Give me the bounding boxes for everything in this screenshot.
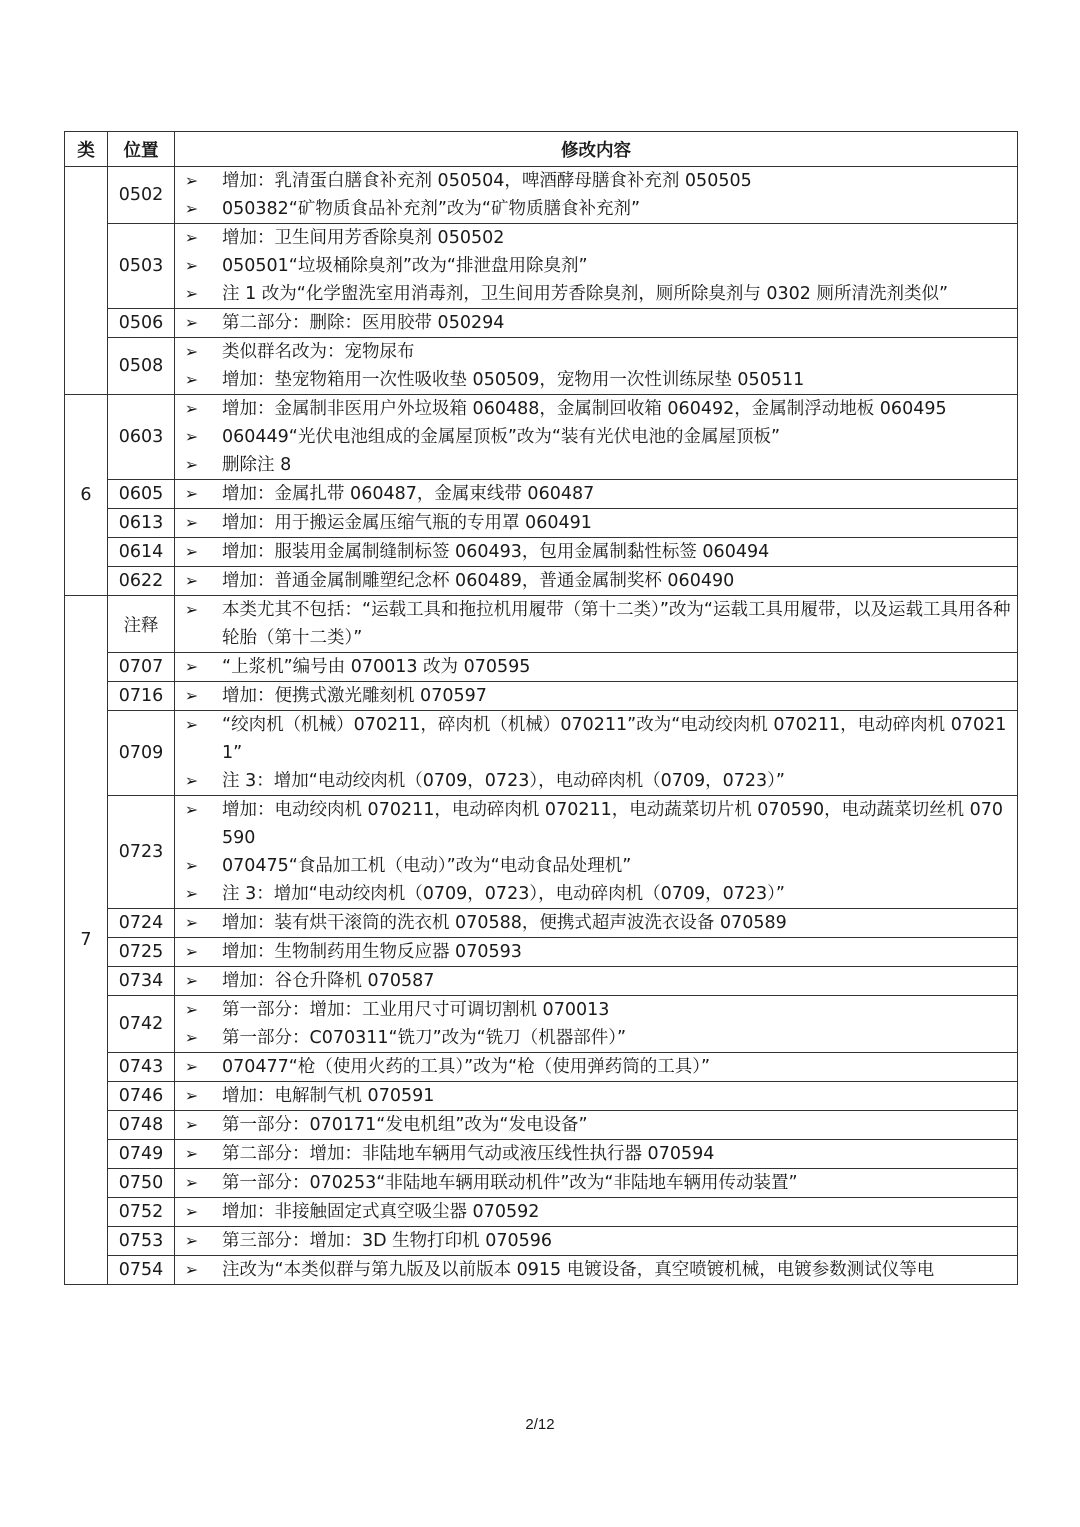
bullet-arrow-icon: ➢ [184, 1086, 199, 1105]
position-cell: 0503 [108, 224, 175, 309]
table-header-row [65, 132, 1018, 167]
header-content: 修改内容 [175, 132, 1018, 167]
position-cell: 0603 [108, 395, 175, 480]
bullet-arrow-icon: ➢ [184, 513, 199, 532]
bullet-arrow-icon: ➢ [184, 715, 199, 734]
content-cell [175, 938, 1018, 967]
content-cell [175, 1198, 1018, 1227]
position-cell: 0724 [108, 909, 175, 938]
content-cell [175, 224, 1018, 309]
item-text: 类似群名改为：宠物尿布 [222, 342, 415, 362]
content-cell [175, 996, 1018, 1053]
content-cell [175, 538, 1018, 567]
content-cell [175, 338, 1018, 395]
item-text: 第一部分：070171“发电机组”改为“发电设备” [222, 1115, 588, 1135]
item-text: 增加：电解制气机 070591 [222, 1086, 435, 1106]
bullet-arrow-icon: ➢ [184, 971, 199, 990]
table-row [65, 1082, 1018, 1111]
item-text: 050501“垃圾桶除臭剂”改为“排泄盘用除臭剂” [222, 256, 588, 276]
bullet-arrow-icon: ➢ [184, 199, 199, 218]
amendment-table [64, 131, 1018, 1285]
bullet-arrow-icon: ➢ [184, 171, 199, 190]
content-cell [175, 1082, 1018, 1111]
item-text: 050382“矿物质食品补充剂”改为“矿物质膳食补充剂” [222, 199, 641, 219]
position-cell: 0502 [108, 167, 175, 224]
item-text: 注 3：增加“电动绞肉机（0709，0723），电动碎肉机（0709，0723）” [222, 884, 785, 904]
bullet-arrow-icon: ➢ [184, 600, 199, 619]
table-row [65, 538, 1018, 567]
list-item [175, 567, 1017, 595]
list-item [175, 509, 1017, 537]
table-row [65, 1256, 1018, 1285]
item-text: “绞肉机（机械）070211，碎肉机（机械）070211”改为“电动绞肉机 070211，电动碎肉机 070211” [222, 715, 1007, 763]
table-row [65, 682, 1018, 711]
table-row [65, 509, 1018, 538]
item-text: “上浆机”编号由 070013 改为 070595 [222, 657, 531, 677]
item-text: 第二部分：删除：医用胶带 050294 [222, 313, 505, 333]
bullet-arrow-icon: ➢ [184, 313, 199, 332]
content-cell [175, 1140, 1018, 1169]
table-row [65, 796, 1018, 909]
content-cell [175, 711, 1018, 796]
table-row [65, 567, 1018, 596]
item-text: 070475“食品加工机（电动）”改为“电动食品处理机” [222, 856, 632, 876]
position-cell: 0613 [108, 509, 175, 538]
header-class: 类 [65, 132, 108, 167]
bullet-arrow-icon: ➢ [184, 1000, 199, 1019]
list-item [175, 1198, 1017, 1226]
list-item [175, 1256, 1017, 1284]
position-cell: 0749 [108, 1140, 175, 1169]
bullet-arrow-icon: ➢ [184, 256, 199, 275]
position-cell: 0742 [108, 996, 175, 1053]
item-text: 增加：电动绞肉机 070211，电动碎肉机 070211，电动蔬菜切片机 070590，电动蔬菜切丝机 070590 [222, 800, 1004, 848]
list-item [175, 682, 1017, 710]
list-item [175, 596, 1017, 652]
item-text: 增加：谷仓升降机 070587 [222, 971, 435, 991]
table-row [65, 653, 1018, 682]
list-item [175, 1111, 1017, 1139]
table-row [65, 996, 1018, 1053]
item-text: 注改为“本类似群与第九版及以前版本 0915 电镀设备，真空喷镀机械，电镀参数测试仪等电 [222, 1260, 935, 1280]
item-text: 注 1 改为“化学盥洗室用消毒剂，卫生间用芳香除臭剂，厕所除臭剂与 0302 厕所清洗剂类似” [222, 284, 949, 304]
list-item [175, 852, 1017, 880]
position-cell: 0622 [108, 567, 175, 596]
item-text: 第二部分：增加：非陆地车辆用气动或液压线性执行器 070594 [222, 1144, 715, 1164]
list-item [175, 538, 1017, 566]
item-text: 增加：金属制非医用户外垃圾箱 060488，金属制回收箱 060492，金属制浮动地板 060495 [222, 399, 947, 419]
item-text: 增加：生物制药用生物反应器 070593 [222, 942, 522, 962]
position-cell: 0725 [108, 938, 175, 967]
list-item [175, 1024, 1017, 1052]
content-cell [175, 309, 1018, 338]
content-cell [175, 567, 1018, 596]
content-cell [175, 509, 1018, 538]
item-text: 第一部分：070253“非陆地车辆用联动机件”改为“非陆地车辆用传动装置” [222, 1173, 798, 1193]
content-cell [175, 682, 1018, 711]
content-cell [175, 1053, 1018, 1082]
bullet-arrow-icon: ➢ [184, 1057, 199, 1076]
position-cell: 0707 [108, 653, 175, 682]
content-cell [175, 480, 1018, 509]
content-cell [175, 167, 1018, 224]
class-cell: 7 [65, 596, 108, 1285]
position-cell: 0605 [108, 480, 175, 509]
list-item [175, 1140, 1017, 1168]
list-item [175, 711, 1017, 767]
list-item [175, 338, 1017, 366]
list-item [175, 909, 1017, 937]
list-item [175, 880, 1017, 908]
bullet-arrow-icon: ➢ [184, 455, 199, 474]
list-item [175, 938, 1017, 966]
item-text: 删除注 8 [222, 455, 292, 475]
item-text: 增加：服装用金属制缝制标签 060493，包用金属制黏性标签 060494 [222, 542, 770, 562]
list-item [175, 167, 1017, 195]
position-cell: 0754 [108, 1256, 175, 1285]
bullet-arrow-icon: ➢ [184, 913, 199, 932]
table-row [65, 1140, 1018, 1169]
bullet-arrow-icon: ➢ [184, 856, 199, 875]
list-item [175, 967, 1017, 995]
table-row [65, 938, 1018, 967]
bullet-arrow-icon: ➢ [184, 342, 199, 361]
list-item [175, 451, 1017, 479]
header-position: 位置 [108, 132, 175, 167]
class-cell: 6 [65, 395, 108, 596]
position-cell: 0506 [108, 309, 175, 338]
bullet-arrow-icon: ➢ [184, 370, 199, 389]
bullet-arrow-icon: ➢ [184, 1115, 199, 1134]
position-cell: 0746 [108, 1082, 175, 1111]
table-row [65, 1227, 1018, 1256]
table-body [65, 167, 1018, 1285]
item-text: 070477“枪（使用火药的工具）”改为“枪（使用弹药筒的工具）” [222, 1057, 711, 1077]
item-text: 增加：垫宠物箱用一次性吸收垫 050509，宠物用一次性训练尿垫 050511 [222, 370, 805, 390]
list-item [175, 1169, 1017, 1197]
table-row [65, 395, 1018, 480]
list-item [175, 767, 1017, 795]
table-row [65, 909, 1018, 938]
position-cell: 0743 [108, 1053, 175, 1082]
content-cell [175, 967, 1018, 996]
item-text: 增加：用于搬运金属压缩气瓶的专用罩 060491 [222, 513, 592, 533]
content-cell [175, 653, 1018, 682]
bullet-arrow-icon: ➢ [184, 884, 199, 903]
table-row [65, 1198, 1018, 1227]
position-cell: 0716 [108, 682, 175, 711]
content-cell [175, 909, 1018, 938]
item-text: 第一部分：C070311“铣刀”改为“铣刀（机器部件）” [222, 1028, 627, 1048]
position-cell: 0508 [108, 338, 175, 395]
list-item [175, 480, 1017, 508]
bullet-arrow-icon: ➢ [184, 686, 199, 705]
item-text: 增加：非接触固定式真空吸尘器 070592 [222, 1202, 540, 1222]
bullet-arrow-icon: ➢ [184, 1202, 199, 1221]
bullet-arrow-icon: ➢ [184, 427, 199, 446]
bullet-arrow-icon: ➢ [184, 1231, 199, 1250]
content-cell [175, 395, 1018, 480]
table-row [65, 309, 1018, 338]
bullet-arrow-icon: ➢ [184, 771, 199, 790]
position-cell: 0723 [108, 796, 175, 909]
content-cell [175, 596, 1018, 653]
item-text: 本类尤其不包括：“运载工具和拖拉机用履带（第十二类）”改为“运载工具用履带，以及运载工具用各种轮胎（第十二类）” [222, 600, 1011, 648]
content-cell [175, 1227, 1018, 1256]
item-text: 增加：乳清蛋白膳食补充剂 050504，啤酒酵母膳食补充剂 050505 [222, 171, 752, 191]
table-row [65, 596, 1018, 653]
content-cell [175, 1256, 1018, 1285]
bullet-arrow-icon: ➢ [184, 399, 199, 418]
list-item [175, 1053, 1017, 1081]
item-text: 060449“光伏电池组成的金属屋顶板”改为“装有光伏电池的金属屋顶板” [222, 427, 781, 447]
table-row [65, 338, 1018, 395]
bullet-arrow-icon: ➢ [184, 1260, 199, 1279]
bullet-arrow-icon: ➢ [184, 571, 199, 590]
bullet-arrow-icon: ➢ [184, 657, 199, 676]
item-text: 增加：便携式激光雕刻机 070597 [222, 686, 487, 706]
content-cell [175, 1111, 1018, 1140]
item-text: 第一部分：增加：工业用尺寸可调切割机 070013 [222, 1000, 610, 1020]
content-cell [175, 1169, 1018, 1198]
table-row [65, 224, 1018, 309]
list-item [175, 366, 1017, 394]
list-item [175, 423, 1017, 451]
item-text: 增加：装有烘干滚筒的洗衣机 070588，便携式超声波洗衣设备 070589 [222, 913, 787, 933]
bullet-arrow-icon: ➢ [184, 800, 199, 819]
list-item [175, 195, 1017, 223]
bullet-arrow-icon: ➢ [184, 542, 199, 561]
position-cell: 0709 [108, 711, 175, 796]
position-cell: 0753 [108, 1227, 175, 1256]
list-item [175, 996, 1017, 1024]
list-item [175, 653, 1017, 681]
table-row [65, 967, 1018, 996]
table-row [65, 480, 1018, 509]
class-cell [65, 167, 108, 395]
position-cell: 注释 [108, 596, 175, 653]
position-cell: 0750 [108, 1169, 175, 1198]
bullet-arrow-icon: ➢ [184, 942, 199, 961]
position-cell: 0748 [108, 1111, 175, 1140]
table-row [65, 167, 1018, 224]
list-item [175, 309, 1017, 337]
table-row [65, 1111, 1018, 1140]
bullet-arrow-icon: ➢ [184, 284, 199, 303]
table-row [65, 1169, 1018, 1198]
list-item [175, 280, 1017, 308]
item-text: 第三部分：增加：3D 生物打印机 070596 [222, 1231, 553, 1251]
list-item [175, 252, 1017, 280]
item-text: 注 3：增加“电动绞肉机（0709，0723），电动碎肉机（0709，0723）” [222, 771, 785, 791]
position-cell: 0752 [108, 1198, 175, 1227]
list-item [175, 1227, 1017, 1255]
bullet-arrow-icon: ➢ [184, 228, 199, 247]
content-cell [175, 796, 1018, 909]
position-cell: 0734 [108, 967, 175, 996]
item-text: 增加：金属扎带 060487，金属束线带 060487 [222, 484, 595, 504]
bullet-arrow-icon: ➢ [184, 1028, 199, 1047]
bullet-arrow-icon: ➢ [184, 484, 199, 503]
list-item [175, 796, 1017, 852]
bullet-arrow-icon: ➢ [184, 1173, 199, 1192]
list-item [175, 224, 1017, 252]
list-item [175, 1082, 1017, 1110]
table-row [65, 711, 1018, 796]
position-cell: 0614 [108, 538, 175, 567]
table-row [65, 1053, 1018, 1082]
list-item [175, 395, 1017, 423]
page-number: 2/12 [525, 1416, 555, 1433]
bullet-arrow-icon: ➢ [184, 1144, 199, 1163]
item-text: 增加：卫生间用芳香除臭剂 050502 [222, 228, 505, 248]
item-text: 增加：普通金属制雕塑纪念杯 060489，普通金属制奖杯 060490 [222, 571, 735, 591]
